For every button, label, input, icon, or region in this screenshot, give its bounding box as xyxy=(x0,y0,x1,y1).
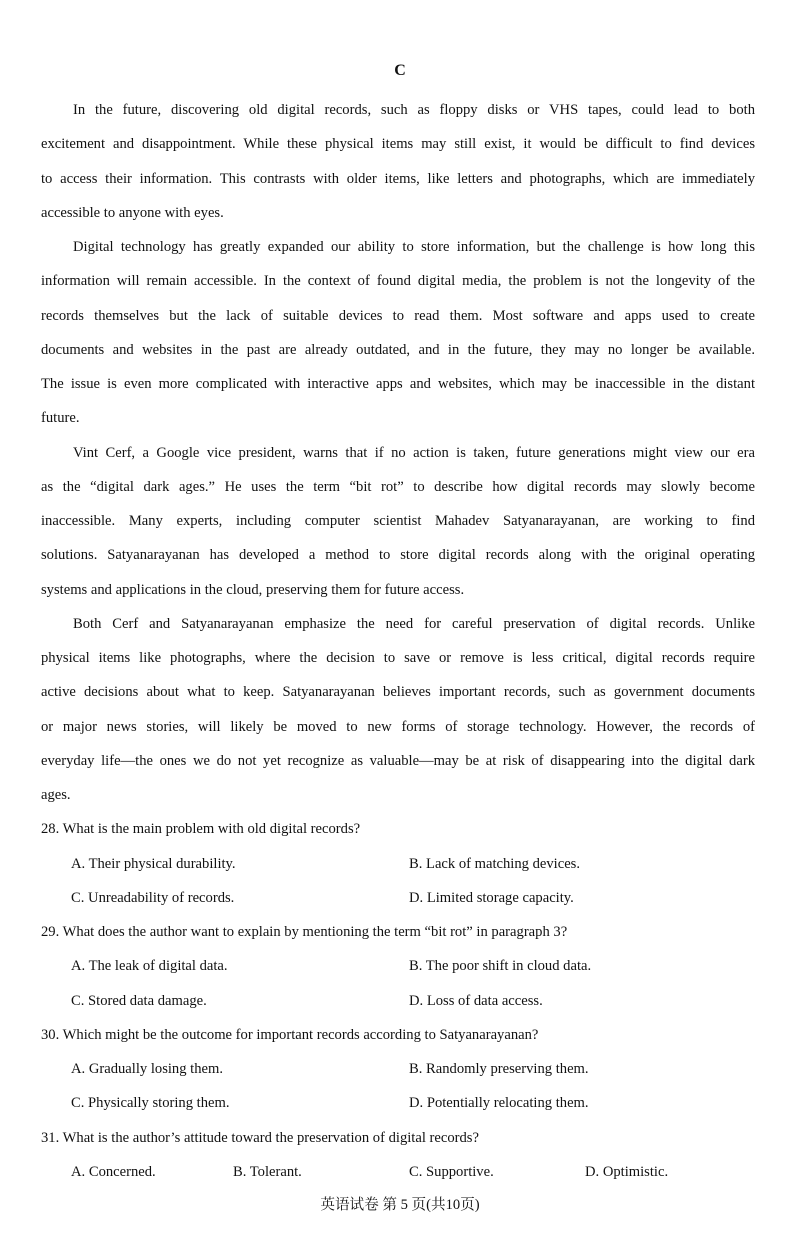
paragraph-line: to access their information. This contrasts with older items, like letters and photographs, which are immediately xyxy=(41,170,755,187)
options-row xyxy=(41,949,755,983)
paragraph-line: or major news stories, will likely be moved to new forms of storage technology. However, the records of xyxy=(41,718,755,735)
option-d: D. Limited storage capacity. xyxy=(409,889,574,906)
option-c: C. Physically storing them. xyxy=(71,1095,230,1112)
options-row xyxy=(41,984,755,1018)
paragraph-line: In the future, discovering old digital records, such as floppy disks or VHS tapes, could lead to both xyxy=(73,102,755,118)
option-a: A. Their physical durability. xyxy=(71,855,236,872)
paragraph-line: Vint Cerf, a Google vice president, warns that if no action is taken, future generations might view our era xyxy=(73,444,755,461)
paragraph-line: ages. xyxy=(41,787,71,803)
option-b: B. The poor shift in cloud data. xyxy=(409,958,592,975)
paragraph-line: accessible to anyone with eyes. xyxy=(41,204,224,221)
question-stem: 31. What is the author’s attitude toward the preservation of digital records? xyxy=(41,1129,479,1146)
option-a: A. The leak of digital data. xyxy=(71,958,228,975)
option-b: B. Lack of matching devices. xyxy=(409,855,581,872)
paragraph-line: systems and applications in the cloud, preserving them for future access. xyxy=(41,581,465,598)
option-c: C. Stored data damage. xyxy=(71,992,207,1009)
paragraph-line: records themselves but the lack of suitable devices to read them. Most software and apps used to create xyxy=(41,307,755,324)
paragraph-line: Both Cerf and Satyanarayanan emphasize the need for careful preservation of digital records. Unlike xyxy=(73,615,755,632)
question-stem: 30. Which might be the outcome for important records according to Satyanarayanan? xyxy=(41,1026,539,1043)
question xyxy=(41,812,755,915)
option-c: C. Supportive. xyxy=(409,1163,494,1180)
paragraph xyxy=(41,607,755,813)
paragraph xyxy=(41,230,755,436)
paragraph-line: active decisions about what to keep. Satyanarayanan believes important records, such as government documents xyxy=(41,684,755,701)
option-b: B. Tolerant. xyxy=(233,1163,302,1180)
paragraph-line: as the “digital dark ages.” He uses the term “bit rot” to describe how digital records may slowly become xyxy=(41,478,755,495)
paragraph xyxy=(41,93,755,230)
paragraph-line: solutions. Satyanarayanan has developed a method to store digital records along with the original operating xyxy=(41,547,755,564)
options-row xyxy=(41,1086,755,1120)
paragraph xyxy=(41,436,755,607)
section-title: C xyxy=(394,62,406,79)
paragraph-line: everyday life—the ones we do not yet recognize as valuable—may be at risk of disappearing into the digital dark xyxy=(41,752,755,769)
options-row xyxy=(41,1155,755,1189)
option-c: C. Unreadability of records. xyxy=(71,889,235,906)
question-stem: 29. What does the author want to explain by mentioning the term “bit rot” in paragraph 3? xyxy=(41,924,568,940)
options-row xyxy=(41,847,755,881)
question xyxy=(41,1121,755,1190)
option-a: A. Concerned. xyxy=(71,1163,156,1180)
option-a: A. Gradually losing them. xyxy=(71,1061,223,1077)
question xyxy=(41,1018,755,1121)
paragraph-line: future. xyxy=(41,410,80,427)
paragraph-line: documents and websites in the past are already outdated, and in the future, they may no longer be available. xyxy=(41,341,755,358)
paragraph-line: Digital technology has greatly expanded our ability to store information, but the challenge is how long this xyxy=(73,239,755,255)
page-footer: 英语试卷 第 5 页(共10页) xyxy=(320,1197,480,1213)
passage-body xyxy=(41,93,755,1189)
paragraph-line: inaccessible. Many experts, including computer scientist Mahadev Satyanarayanan, are working to find xyxy=(41,513,755,529)
option-b: B. Randomly preserving them. xyxy=(409,1061,589,1077)
paragraph-line: information will remain accessible. In the context of found digital media, the problem is not the longevity of the xyxy=(41,273,755,290)
option-d: D. Potentially relocating them. xyxy=(409,1095,589,1112)
options-row xyxy=(41,1052,755,1086)
option-d: D. Optimistic. xyxy=(585,1163,669,1180)
question-stem: 28. What is the main problem with old digital records? xyxy=(41,821,361,838)
paragraph-line: physical items like photographs, where the decision to save or remove is less critical, digital records require xyxy=(41,650,755,666)
options-row xyxy=(41,881,755,915)
question xyxy=(41,915,755,1018)
option-d: D. Loss of data access. xyxy=(409,992,543,1009)
paragraph-line: The issue is even more complicated with interactive apps and websites, which may be inaccessible in the distant xyxy=(41,376,755,392)
paragraph-line: excitement and disappointment. While these physical items may still exist, it would be difficult to find devices xyxy=(41,136,755,153)
